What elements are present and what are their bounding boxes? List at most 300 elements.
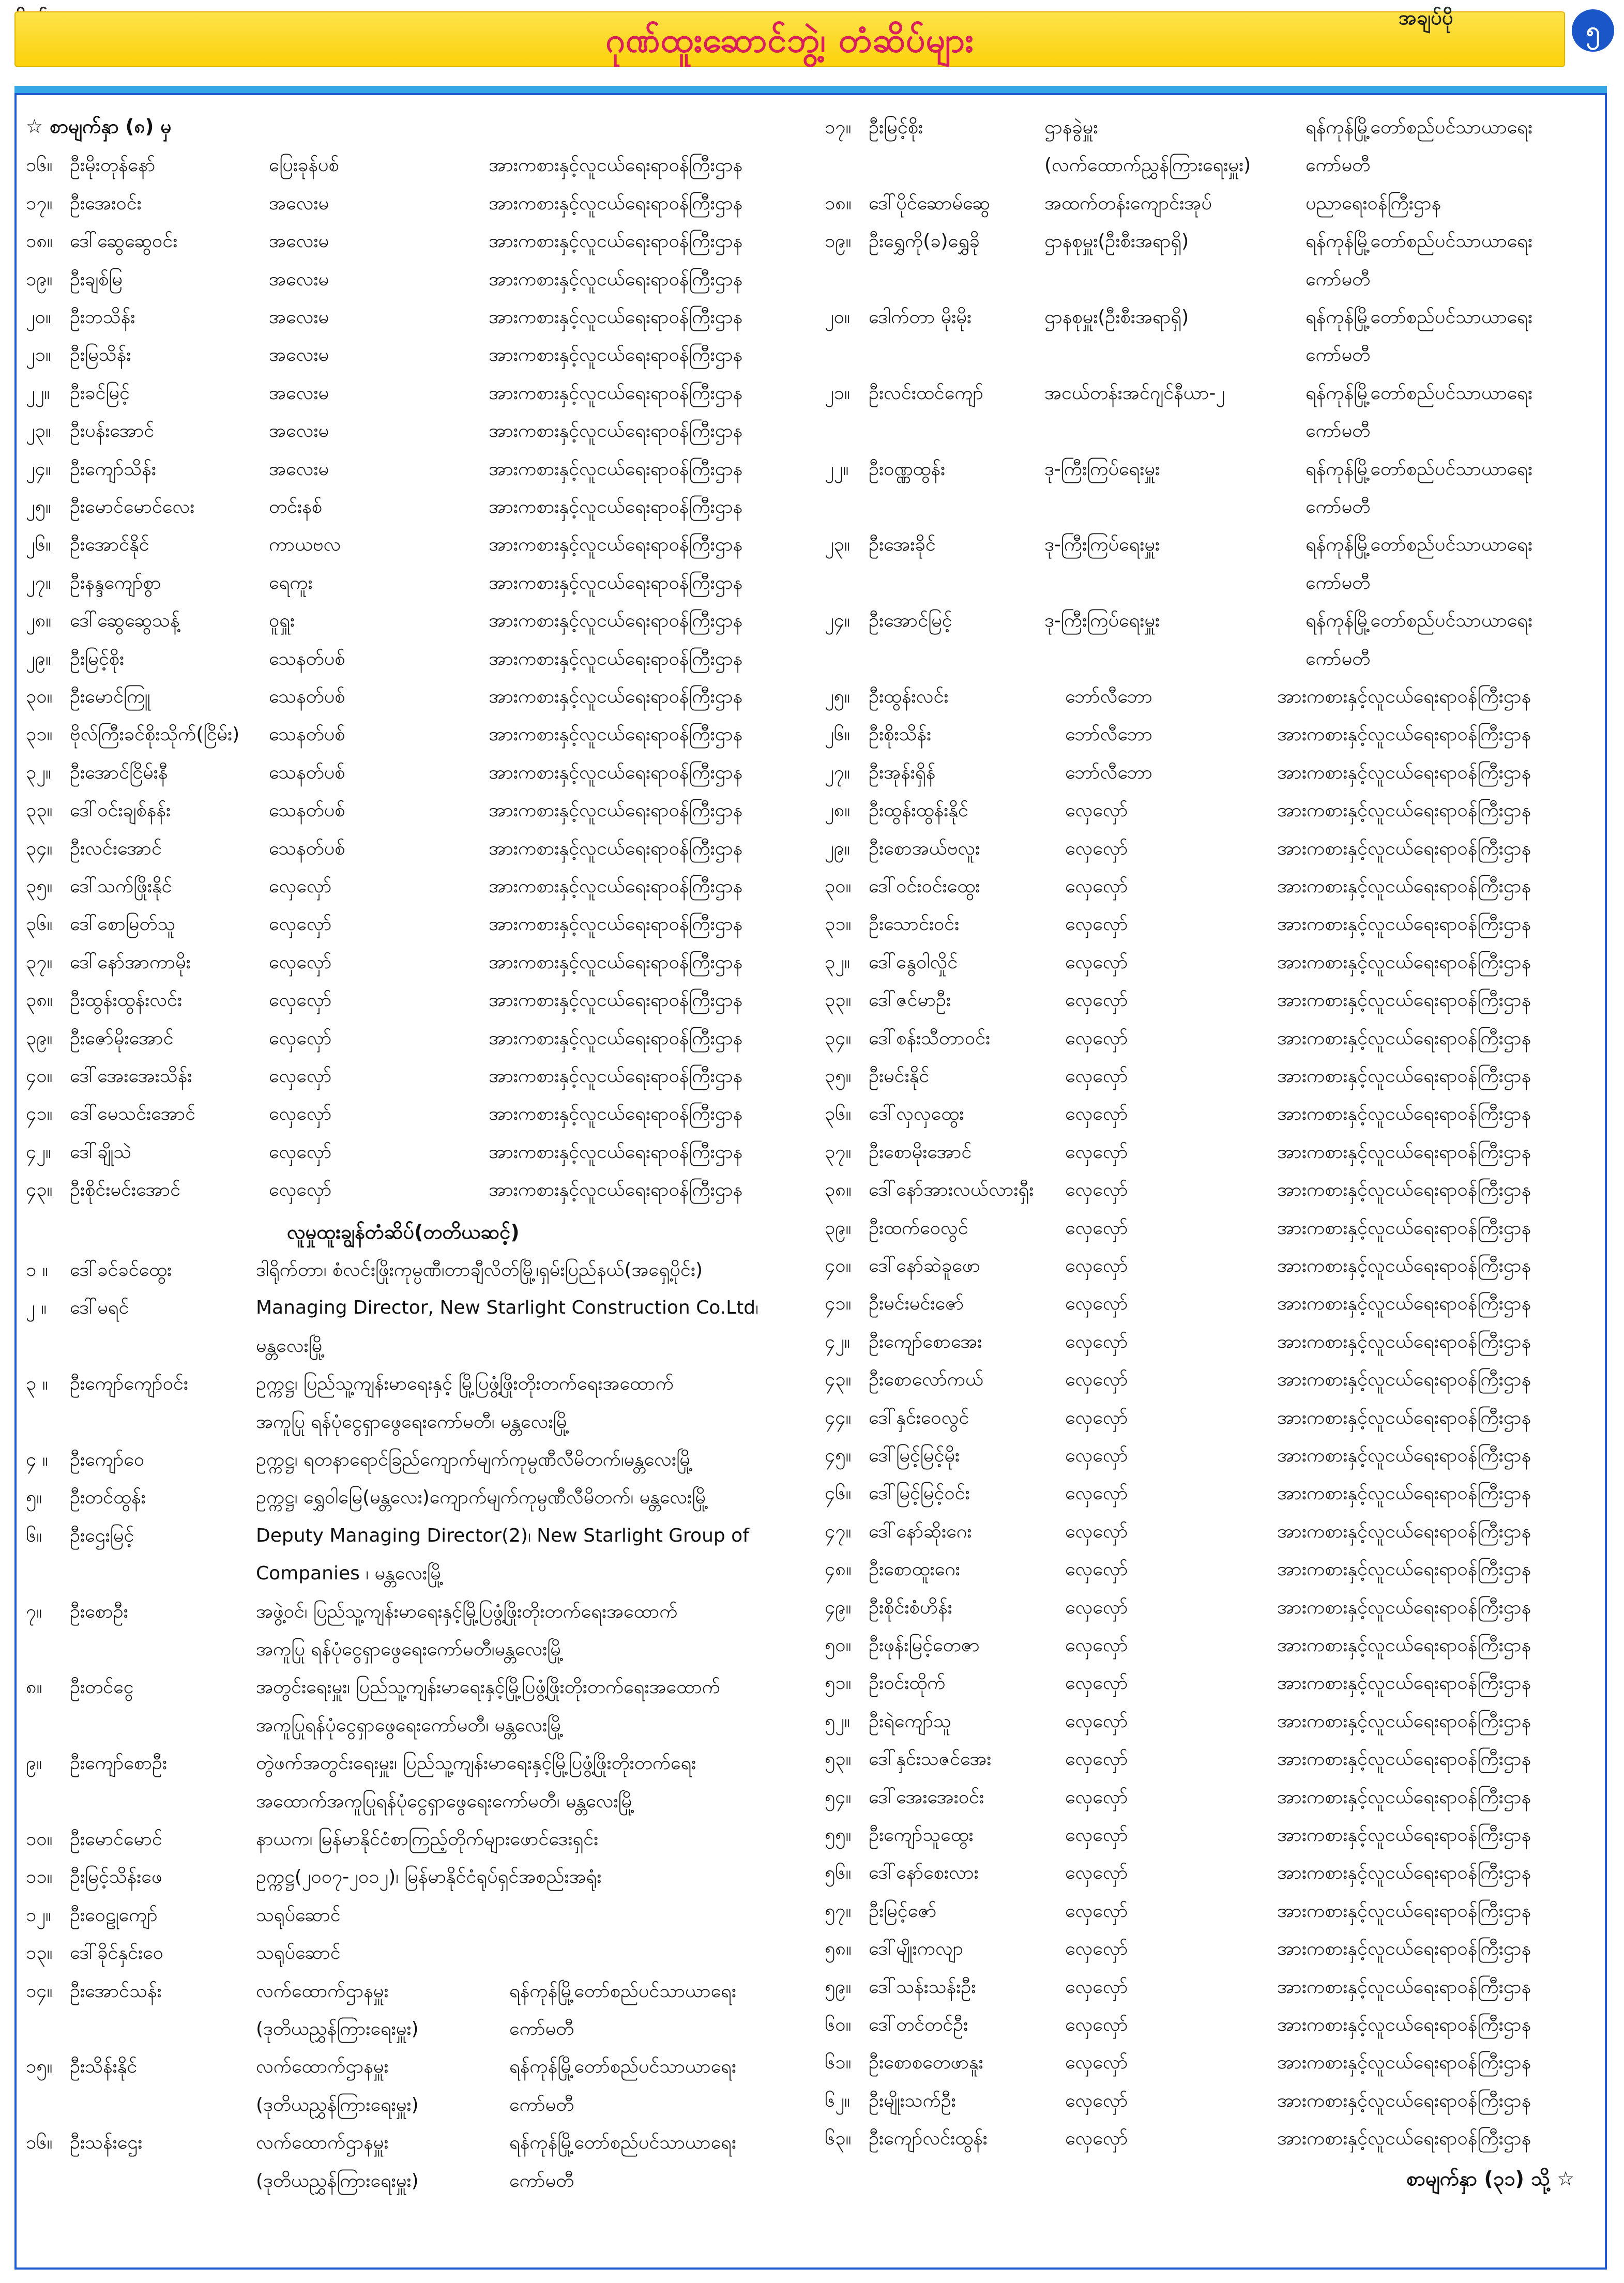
recipient-org: အားကစားနှင့်လူငယ်ရေးရာဝန်ကြီးဌာန <box>489 458 743 480</box>
recipient-name: ဒေါ်နော်ဆဲခူဖော <box>869 1255 981 1276</box>
recipient-org: အားကစားနှင့်လူငယ်ရေးရာဝန်ကြီးဌာန <box>489 951 743 973</box>
recipient-org: အားကစားနှင့်လူငယ်ရေးရာဝန်ကြီးဌာန <box>1277 1862 1531 1884</box>
recipient-org-detail: ကော်မတီ <box>509 2170 574 2191</box>
row-number: ၅၈။ <box>825 1938 852 1960</box>
row-number: ၂၅။ <box>825 686 850 707</box>
row-number: ၅၅။ <box>825 1824 852 1846</box>
frame-top-bar <box>14 86 1607 93</box>
recipient-field: လှေလှော် <box>1065 1445 1128 1466</box>
recipient-field: လှေလှော် <box>1065 1369 1128 1391</box>
recipient-name: ဒေါ်သန်းသန်းဦး <box>869 1976 976 1998</box>
row-number: ၁၁။ <box>26 1866 53 1888</box>
list-item <box>0 1557 1624 1594</box>
recipient-position: လက်ထောက်ဌာနမှူး <box>256 2056 389 2078</box>
recipient-org: အားကစားနှင့်လူငယ်ရေးရာဝန်ကြီးဌာန <box>1277 800 1531 821</box>
recipient-org: အားကစားနှင့်လူငယ်ရေးရာဝန်ကြီးဌာန <box>489 876 743 897</box>
recipient-name: ဦးတင်ငွေ <box>70 1677 134 1698</box>
recipient-field: လှေလှော် <box>1065 2014 1128 2035</box>
recipient-org: အားကစားနှင့်လူငယ်ရေးရာဝန်ကြီးဌာန <box>489 572 743 593</box>
recipient-org: ကော်မတီ <box>1306 496 1371 518</box>
recipient-field: လှေလှော် <box>269 1103 332 1125</box>
row-number: ၁၅။ <box>26 2056 53 2078</box>
recipient-field: လှေလှော် <box>1065 1483 1128 1504</box>
recipient-name: ဦးရွှေကို(ခ)ရွှေခို <box>869 231 980 252</box>
list-item <box>0 1481 1624 1518</box>
recipient-org: အားကစားနှင့်လူငယ်ရေးရာဝန်ကြီးဌာန <box>489 914 743 935</box>
recipient-field: အလေးမ <box>269 458 329 480</box>
row-number: ၃၀။ <box>26 686 53 707</box>
row-number: ၃၅။ <box>825 1066 852 1087</box>
recipient-name: ဦးမြင့်စိုး <box>70 648 125 669</box>
recipient-org: အားကစားနှင့်လူငယ်ရေးရာဝန်ကြီးဌာန <box>1277 2090 1531 2111</box>
recipient-name: ဦးသိန်းနိုင် <box>70 2056 138 2078</box>
recipient-name: ဦးစောထူးဂေး <box>869 1559 960 1580</box>
row-number: ၅၆။ <box>825 1862 852 1884</box>
recipient-name: ဦးထွန်းထွန်းနိုင် <box>869 800 968 821</box>
recipient-field: လှေလှော် <box>1065 1520 1128 1542</box>
list-item <box>0 380 1624 418</box>
row-number: ၁၂။ <box>26 1904 51 1926</box>
recipient-field: လှေလှော် <box>1065 1027 1128 1049</box>
list-item <box>0 2050 1624 2087</box>
recipient-name: ဦးမောင်မောင် <box>70 1829 162 1850</box>
recipient-org: အားကစားနှင့်လူငယ်ရေးရာဝန်ကြီးဌာန <box>489 686 743 707</box>
recipient-name: ဦးချစ်မြ <box>70 268 123 290</box>
recipient-field: လှေလှော် <box>1065 1938 1128 1960</box>
recipient-org: အားကစားနှင့်လူငယ်ရေးရာဝန်ကြီးဌာန <box>489 1066 743 1087</box>
list-item <box>0 1746 1624 1784</box>
recipient-org: ကော်မတီ <box>1306 344 1371 366</box>
recipient-field: လှေလှော် <box>1065 1824 1128 1846</box>
recipient-org: အားကစားနှင့်လူငယ်ရေးရာဝန်ကြီးဌာန <box>1277 914 1531 935</box>
recipient-field: လှေလှော် <box>269 876 332 897</box>
list-item <box>0 1291 1624 1328</box>
recipient-name: ဦးလင်းထင်ကျော် <box>869 382 984 404</box>
recipient-org-detail: ကော်မတီ <box>509 2018 574 2040</box>
recipient-description: Managing Director, New Starlight Construction Co.Ltd၊ <box>256 1297 758 1319</box>
recipient-org: အားကစားနှင့်လူငယ်ရေးရာဝန်ကြီးဌာန <box>1277 762 1531 783</box>
row-number: ၂၇။ <box>825 762 850 783</box>
title-banner <box>14 11 1565 67</box>
row-number: ၂၁။ <box>825 382 850 404</box>
recipient-name: ဦးထွန်းလင်း <box>869 686 949 707</box>
recipient-org: အားကစားနှင့်လူငယ်ရေးရာဝန်ကြီးဌာန <box>489 534 743 556</box>
recipient-name: ဦးမင်းနိုင် <box>869 1066 930 1087</box>
row-number: ၃၂။ <box>825 951 850 973</box>
recipient-field: လှေလှော် <box>1065 1635 1128 1656</box>
list-item <box>0 267 1624 304</box>
list-item <box>0 911 1624 949</box>
row-number: ၈။ <box>26 1677 42 1698</box>
recipient-name: ဒေါ်စောမြတ်သူ <box>70 914 176 935</box>
recipient-name: ဦးကျော်သိန်း <box>70 458 156 480</box>
recipient-org: အားကစားနှင့်လူငယ်ရေးရာဝန်ကြီးဌာန <box>1277 1217 1531 1239</box>
recipient-name: ဒေါ်အေးအေးသိန်း <box>70 1066 192 1087</box>
recipient-position: ဌာနစုမှူး(ဦးစီးအရာရှိ) <box>1044 231 1189 252</box>
recipient-field: လှေလှော် <box>1065 800 1128 821</box>
recipient-field: လှေလှော် <box>269 1027 332 1049</box>
recipient-name: ဦးကျော်စောဦး <box>70 1753 168 1774</box>
recipient-field: ကာယဗလ <box>269 534 341 556</box>
recipient-name: ဦးအေးဝင်း <box>70 192 142 214</box>
recipient-org: အားကစားနှင့်လူငယ်ရေးရာဝန်ကြီးဌာန <box>1277 1445 1531 1466</box>
recipient-field: ပြေးခုန်ပစ် <box>269 155 339 176</box>
row-number: ၂၈။ <box>26 610 52 632</box>
row-number: ၄၇။ <box>825 1520 852 1542</box>
recipient-name: ဦးစောအယ်ဗလူး <box>869 838 980 859</box>
list-item <box>0 760 1624 797</box>
row-number: ၄၀။ <box>825 1255 852 1276</box>
recipient-description: အဖွဲ့ဝင်၊ ပြည်သူ့ကျန်းမာရေးနှင့်မြို့ပြဖွံ့ဖြိုးတိုးတက်ရေးအထောက် <box>256 1601 678 1622</box>
recipient-position: ဌာနခွဲမှူး <box>1044 117 1098 138</box>
recipient-position: (လက်ထောက်ညွှန်ကြားရေးမှူး) <box>1044 155 1251 176</box>
recipient-name: ဦးဌေးမြင့် <box>70 1525 134 1546</box>
recipient-field: လှေလှော် <box>269 914 332 935</box>
list-item <box>0 2126 1624 2163</box>
row-number: ၂၉။ <box>825 838 850 859</box>
list-item <box>0 1443 1624 1480</box>
recipient-field: လှေလှော် <box>269 990 332 1011</box>
recipient-field: လှေလှော် <box>1065 1710 1128 1732</box>
recipient-name: ဒေါ်မြင့်မြင့်မိုး <box>869 1445 960 1466</box>
recipient-org: အားကစားနှင့်လူငယ်ရေးရာဝန်ကြီးဌာန <box>1277 1824 1531 1846</box>
list-item <box>0 1139 1624 1177</box>
recipient-name: ဦးဇော်မိုးအောင် <box>70 1027 174 1049</box>
recipient-name: ဗိုလ်ကြီးခင်စိုးသိုက်(ငြိမ်း) <box>70 724 240 745</box>
list-item <box>0 646 1624 683</box>
list-item <box>0 494 1624 531</box>
recipient-field: အလေးမ <box>269 192 329 214</box>
recipient-field: တင်းနစ် <box>269 496 323 518</box>
row-number: ၅၄။ <box>825 1786 852 1808</box>
list-item <box>0 608 1624 645</box>
recipient-name: ဦးသောင်းဝင်း <box>869 914 960 935</box>
recipient-org: ရန်ကုန်မြို့တော်စည်ပင်သာယာရေး <box>1306 231 1532 252</box>
recipient-name: ဒေါ်မျိုးကလျာ <box>869 1938 964 1960</box>
row-number: ၄၆။ <box>825 1483 852 1504</box>
recipient-field: လှေလှော် <box>1065 1103 1128 1125</box>
recipient-org: အားကစားနှင့်လူငယ်ရေးရာဝန်ကြီးဌာန <box>489 155 743 176</box>
recipient-name: ဦးအောင်မြင့် <box>869 610 952 632</box>
list-item <box>0 684 1624 721</box>
recipient-name: ဦးမင်းမင်းဇော် <box>869 1293 964 1315</box>
recipient-name: ဒေါ်သက်ဖြိုးနိုင် <box>70 876 172 897</box>
continued-to-note: စာမျက်နှာ (၃၁) သို့ ☆ <box>1406 2167 1575 2190</box>
row-number: ၄၃။ <box>825 1369 852 1391</box>
recipient-org: ရန်ကုန်မြို့တော်စည်ပင်သာယာရေး <box>1306 307 1532 328</box>
recipient-name: ဦးခင်မြင့် <box>70 382 130 404</box>
recipient-name: ဒေါ်နွေဝါလှိုင် <box>869 951 958 973</box>
recipient-org: အားကစားနှင့်လူငယ်ရေးရာဝန်ကြီးဌာန <box>489 307 743 328</box>
list-item <box>0 836 1624 873</box>
recipient-position-detail: (ဒုတိယညွှန်ကြားရေးမှူး) <box>256 2018 419 2040</box>
list-item <box>0 1709 1624 1746</box>
recipient-name: ဒေါ်စန်းသီတာဝင်း <box>869 1027 991 1049</box>
row-number: ၅၉။ <box>825 1976 852 1998</box>
row-number: ၃၇။ <box>825 1141 852 1163</box>
recipient-org: အားကစားနှင့်လူငယ်ရေးရာဝန်ကြီးဌာန <box>1277 1748 1531 1770</box>
row-number: ၂၃။ <box>26 420 51 442</box>
recipient-position: ဒု-ကြီးကြပ်ရေးမှူး <box>1044 534 1160 556</box>
list-item <box>0 987 1624 1025</box>
recipient-name: ဦးကျော်ကျော်ဝင်း <box>70 1373 188 1395</box>
recipient-name: ဦးမြင့်ဇော် <box>869 1900 937 1922</box>
recipient-org: အားကစားနှင့်လူငယ်ရေးရာဝန်ကြီးဌာန <box>489 1179 743 1201</box>
list-item <box>0 1026 1624 1063</box>
recipient-org: ရန်ကုန်မြို့တော်စည်ပင်သာယာရေး <box>1306 382 1532 404</box>
recipient-org: အားကစားနှင့်လူငယ်ရေးရာဝန်ကြီးဌာန <box>1277 1255 1531 1276</box>
recipient-name: ဒေါ်ခင်ခင်ထွေး <box>70 1259 172 1281</box>
recipient-org: ရန်ကုန်မြို့တော်စည်ပင်သာယာရေး <box>1306 610 1532 632</box>
row-number: ၆၂။ <box>825 2090 850 2111</box>
recipient-description: အကူပြု ရန်ပုံငွေရှာဖွေရေးကော်မတီ၊မန္တလေးမြို့ <box>256 1639 564 1660</box>
row-number: ၂၄။ <box>825 610 850 632</box>
list-item <box>0 1785 1624 1822</box>
row-number: ၆။ <box>26 1525 42 1546</box>
row-number: ၇။ <box>26 1601 42 1622</box>
row-number: ၃၂။ <box>26 762 51 783</box>
recipient-name: ဦးမောင်ကြူ <box>70 686 150 707</box>
row-number: ၆၁။ <box>825 2052 852 2074</box>
row-number: ၅၀။ <box>825 1635 852 1656</box>
recipient-name: ဦးစောဦး <box>70 1601 128 1622</box>
row-number: ၁၆။ <box>26 155 53 176</box>
list-item <box>0 2012 1624 2049</box>
recipient-field: လှေလှော် <box>1065 1066 1128 1087</box>
row-number: ၃၉။ <box>825 1217 852 1239</box>
recipient-org: အားကစားနှင့်လူငယ်ရေးရာဝန်ကြီးဌာန <box>1277 1141 1531 1163</box>
recipient-org: အားကစားနှင့်လူငယ်ရေးရာဝန်ကြီးဌာန <box>489 800 743 821</box>
recipient-org: အားကစားနှင့်လူငယ်ရေးရာဝန်ကြီးဌာန <box>1277 876 1531 897</box>
row-number: ၃၃။ <box>26 800 53 821</box>
recipient-org: အားကစားနှင့်လူငယ်ရေးရာဝန်ကြီးဌာန <box>489 231 743 252</box>
recipient-org: အားကစားနှင့်လူငယ်ရေးရာဝန်ကြီးဌာန <box>489 610 743 632</box>
recipient-name: ဦးစိုင်းစံဟိန်း <box>869 1596 952 1618</box>
row-number: ၅၃။ <box>825 1748 852 1770</box>
recipient-name: ဦးအောင်သန်း <box>70 1980 162 2002</box>
row-number: ၄၁။ <box>825 1293 852 1315</box>
list-item <box>0 1633 1624 1670</box>
recipient-field: အလေးမ <box>269 268 329 290</box>
row-number: ၂၀။ <box>825 307 850 328</box>
row-number: ၃၄။ <box>26 838 53 859</box>
row-number: ၂၂။ <box>825 458 849 480</box>
recipient-org: အားကစားနှင့်လူငယ်ရေးရာဝန်ကြီးဌာန <box>1277 1331 1531 1352</box>
recipient-field: လှေလှော် <box>1065 1672 1128 1694</box>
row-number: ၃၈။ <box>26 990 53 1011</box>
recipient-field: လှေလှော် <box>1065 1559 1128 1580</box>
recipient-org: ကော်မတီ <box>1306 420 1371 442</box>
list-item <box>0 1101 1624 1138</box>
recipient-name: ဦးအုန်းရှိန် <box>869 762 936 783</box>
list-item <box>0 570 1624 607</box>
recipient-org: အားကစားနှင့်လူငယ်ရေးရာဝန်ကြီးဌာန <box>489 496 743 518</box>
recipient-org: ရန်ကုန်မြို့တော်စည်ပင်သာယာရေး <box>509 1980 736 2002</box>
recipient-name: ဦးစောလော်ကယ် <box>869 1369 983 1391</box>
recipient-name: ဒေါ်ချိုသဲ <box>70 1141 132 1163</box>
list-item <box>0 532 1624 569</box>
list-item <box>0 1860 1624 1897</box>
recipient-name: ဒေါ်ဆွေဆွေဝင်း <box>70 231 178 252</box>
recipient-field: အလေးမ <box>269 382 329 404</box>
recipient-description: မန္တလေးမြို့ <box>256 1335 325 1357</box>
row-number: ၃၉။ <box>26 1027 53 1049</box>
recipient-name: ဦးသန်းဌေး <box>70 2132 143 2154</box>
recipient-org: အားကစားနှင့်လူငယ်ရေးရာဝန်ကြီးဌာန <box>1277 1976 1531 1998</box>
recipient-field: သေနတ်ပစ် <box>269 800 345 821</box>
list-item <box>0 1215 1624 1253</box>
list-item <box>0 1405 1624 1442</box>
row-number: ၁၉။ <box>26 268 53 290</box>
recipient-description: ဥက္ကဋ္ဌ၊ ရတနာရောင်ခြည်ကျောက်မျက်ကုမ္ပဏီလီမိတက်၊မန္တလေးမြို့ <box>256 1449 693 1470</box>
row-number: ၂ ။ <box>26 1297 47 1319</box>
recipient-org: အားကစားနှင့်လူငယ်ရေးရာဝန်ကြီးဌာန <box>1277 2128 1531 2150</box>
recipient-name: ဒေါ်နော်စေးလား <box>869 1862 979 1884</box>
recipient-org: အားကစားနှင့်လူငယ်ရေးရာဝန်ကြီးဌာန <box>1277 1710 1531 1732</box>
recipient-name: ဦးထက်ဝေလွင် <box>869 1217 968 1239</box>
recipient-description: ဒါရိုက်တာ၊ စံလင်းဖြိုးကုမ္ပဏီ၊တာချီလိတ်မြို့၊ရှမ်းပြည်နယ်(အရှေ့ပိုင်း) <box>256 1259 703 1281</box>
recipient-org: ရန်ကုန်မြို့တော်စည်ပင်သာယာရေး <box>509 2132 736 2154</box>
recipient-name: ဦးဝေဠုကျော် <box>70 1904 158 1926</box>
row-number: ၄ ။ <box>26 1449 48 1470</box>
list-item <box>0 418 1624 455</box>
list-item <box>0 191 1624 228</box>
recipient-field: သေနတ်ပစ် <box>269 762 345 783</box>
row-number: ၄၃။ <box>26 1179 53 1201</box>
recipient-field: အလေးမ <box>269 231 329 252</box>
recipient-org: ပညာရေးဝန်ကြီးဌာန <box>1306 192 1441 214</box>
recipient-name: ဒေါ်နှင်းဝေလွင် <box>869 1407 969 1428</box>
recipient-org: ကော်မတီ <box>1306 648 1371 669</box>
list-item <box>0 950 1624 987</box>
recipient-name: ဦးအောင်ငြိမ်းနီ <box>70 762 168 783</box>
section-title: လူမှုထူးချွန်တံဆိပ်(တတိယဆင့်) <box>287 1220 520 1243</box>
recipient-field: လှေလှော် <box>269 1066 332 1087</box>
recipient-name: ဦးနန္ဒကျော်စွာ <box>70 572 161 593</box>
row-number: ၅၁။ <box>825 1672 852 1694</box>
recipient-field: လှေလှော် <box>1065 1179 1128 1201</box>
row-number: ၂၁။ <box>26 344 51 366</box>
recipient-field: လှေလှော် <box>1065 1141 1128 1163</box>
row-number: ၅။ <box>26 1487 42 1509</box>
row-number: ၆၃။ <box>825 2128 852 2150</box>
recipient-field: ဝူရှူး <box>269 610 295 632</box>
row-number: ၁၀။ <box>26 1829 53 1850</box>
row-number: ၉။ <box>26 1753 42 1774</box>
recipient-name: ဒေါ်မြင့်မြင့်ဝင်း <box>869 1483 970 1504</box>
recipient-org: အားကစားနှင့်လူငယ်ရေးရာဝန်ကြီးဌာန <box>489 838 743 859</box>
row-number: ၄၈။ <box>825 1559 852 1580</box>
recipient-name: ဦးကျော်သူထွေး <box>869 1824 974 1846</box>
recipient-description: တွဲဖက်အတွင်းရေးမှူး၊ ပြည်သူ့ကျန်းမာရေးနှင့်မြို့ပြဖွံ့ဖြိုးတိုးတက်ရေး <box>256 1753 696 1774</box>
recipient-org: အားကစားနှင့်လူငယ်ရေးရာဝန်ကြီးဌာန <box>489 192 743 214</box>
recipient-field: လှေလှော် <box>1065 1786 1128 1808</box>
row-number: ၄၂။ <box>825 1331 850 1352</box>
recipient-name: ဒေါ်နော်အာကာမိုး <box>70 951 191 973</box>
recipient-field: လှေလှော် <box>269 1179 332 1201</box>
recipient-org: ကော်မတီ <box>1306 155 1371 176</box>
list-item <box>0 305 1624 342</box>
recipient-name: ဦးအေးခိုင် <box>869 534 936 556</box>
row-number: ၁၈။ <box>26 231 53 252</box>
list-item <box>0 153 1624 190</box>
row-number: ၂၈။ <box>825 800 851 821</box>
row-number: ၄၂။ <box>26 1141 51 1163</box>
recipient-name: ဒေါ်မေသင်းအောင် <box>70 1103 196 1125</box>
list-item <box>0 1974 1624 2012</box>
recipient-org: အားကစားနှင့်လူငယ်ရေးရာဝန်ကြီးဌာန <box>489 382 743 404</box>
recipient-position: အငယ်တန်းအင်ဂျင်နီယာ-၂ <box>1044 382 1225 404</box>
recipient-field: လှေလှော် <box>1065 1976 1128 1998</box>
recipient-field: လှေလှော် <box>269 951 332 973</box>
recipient-position: လက်ထောက်ဌာနမှူး <box>256 2132 389 2154</box>
row-number: ၄၀။ <box>26 1066 53 1087</box>
recipient-name: ဒေါ်လှလှထွေး <box>869 1103 964 1125</box>
recipient-org: အားကစားနှင့်လူငယ်ရေးရာဝန်ကြီးဌာန <box>1277 1483 1531 1504</box>
list-item <box>0 1367 1624 1404</box>
recipient-description: အကူပြု ရန်ပုံငွေရှာဖွေရေးကော်မတီ၊ မန္တလေးမြို့ <box>256 1411 570 1433</box>
list-item <box>0 2168 1624 2205</box>
row-number: ၂၂။ <box>26 382 50 404</box>
recipient-field: လှေလှော် <box>1065 914 1128 935</box>
row-number: ၃၇။ <box>26 951 53 973</box>
recipient-org: ရန်ကုန်မြို့တော်စည်ပင်သာယာရေး <box>1306 117 1532 138</box>
recipient-description: Companies ၊ မန္တလေးမြို့ <box>256 1563 444 1585</box>
recipient-name: ဦးလင်းအောင် <box>70 838 162 859</box>
recipient-org: ရန်ကုန်မြို့တော်စည်ပင်သာယာရေး <box>1306 534 1532 556</box>
recipient-org: အားကစားနှင့်လူငယ်ရေးရာဝန်ကြီးဌာန <box>1277 1672 1531 1694</box>
recipient-field: ရေကူး <box>269 572 313 593</box>
recipient-name: ဒေါ်မရင် <box>70 1297 129 1319</box>
recipient-name: ဦးရဲကျော်သူ <box>869 1710 951 1732</box>
list-item <box>0 229 1624 266</box>
list-item <box>0 1063 1624 1101</box>
row-number: ၃၅။ <box>26 876 53 897</box>
recipient-position: ဒု-ကြီးကြပ်ရေးမှူး <box>1044 610 1160 632</box>
list-item <box>0 1519 1624 1556</box>
recipient-org: အားကစားနှင့်လူငယ်ရေးရာဝန်ကြီးဌာန <box>1277 686 1531 707</box>
recipient-name: ဒေါ်ဆွေဆွေသန့် <box>70 610 180 632</box>
recipient-description: သရုပ်ဆောင် <box>256 1942 341 1964</box>
recipient-org: အားကစားနှင့်လူငယ်ရေးရာဝန်ကြီးဌာန <box>1277 1066 1531 1087</box>
list-item <box>0 874 1624 911</box>
row-number: ၁၄။ <box>26 1980 53 2002</box>
list-item <box>0 115 1624 152</box>
row-number: ၃၈။ <box>825 1179 852 1201</box>
row-number: ၄၄။ <box>825 1407 852 1428</box>
recipient-org: အားကစားနှင့်လူငယ်ရေးရာဝန်ကြီးဌာန <box>1277 2052 1531 2074</box>
list-item <box>0 798 1624 835</box>
recipient-field: လှေလှော် <box>1065 990 1128 1011</box>
list-item <box>0 2088 1624 2125</box>
row-number: ၁၆။ <box>26 2132 53 2154</box>
row-number: ၁၇။ <box>825 117 852 138</box>
recipient-org: အားကစားနှင့်လူငယ်ရေးရာဝန်ကြီးဌာန <box>1277 1103 1531 1125</box>
recipient-field: လှေလှော် <box>1065 1255 1128 1276</box>
recipient-description: အတွင်းရေးမှူး၊ ပြည်သူ့ကျန်းမာရေးနှင့်မြို့ပြဖွံ့ဖြိုးတိုးတက်ရေးအထောက် <box>256 1677 720 1698</box>
recipient-name: ဦးစိုးသိန်း <box>869 724 932 745</box>
row-number: ၅၇။ <box>825 1900 852 1922</box>
recipient-org: အားကစားနှင့်လူငယ်ရေးရာဝန်ကြီးဌာန <box>489 1027 743 1049</box>
recipient-field: လှေလှော် <box>1065 2090 1128 2111</box>
recipient-org: ကော်မတီ <box>1306 572 1371 593</box>
recipient-org: အားကစားနှင့်လူငယ်ရေးရာဝန်ကြီးဌာန <box>1277 1369 1531 1391</box>
recipient-org: အားကစားနှင့်လူငယ်ရေးရာဝန်ကြီးဌာန <box>1277 1407 1531 1428</box>
recipient-field: ဘော်လီဘော <box>1065 724 1152 745</box>
recipient-position: လက်ထောက်ဌာနမှူး <box>256 1980 389 2002</box>
list-item <box>0 1329 1624 1366</box>
recipient-field: လှေလှော် <box>1065 1596 1128 1618</box>
